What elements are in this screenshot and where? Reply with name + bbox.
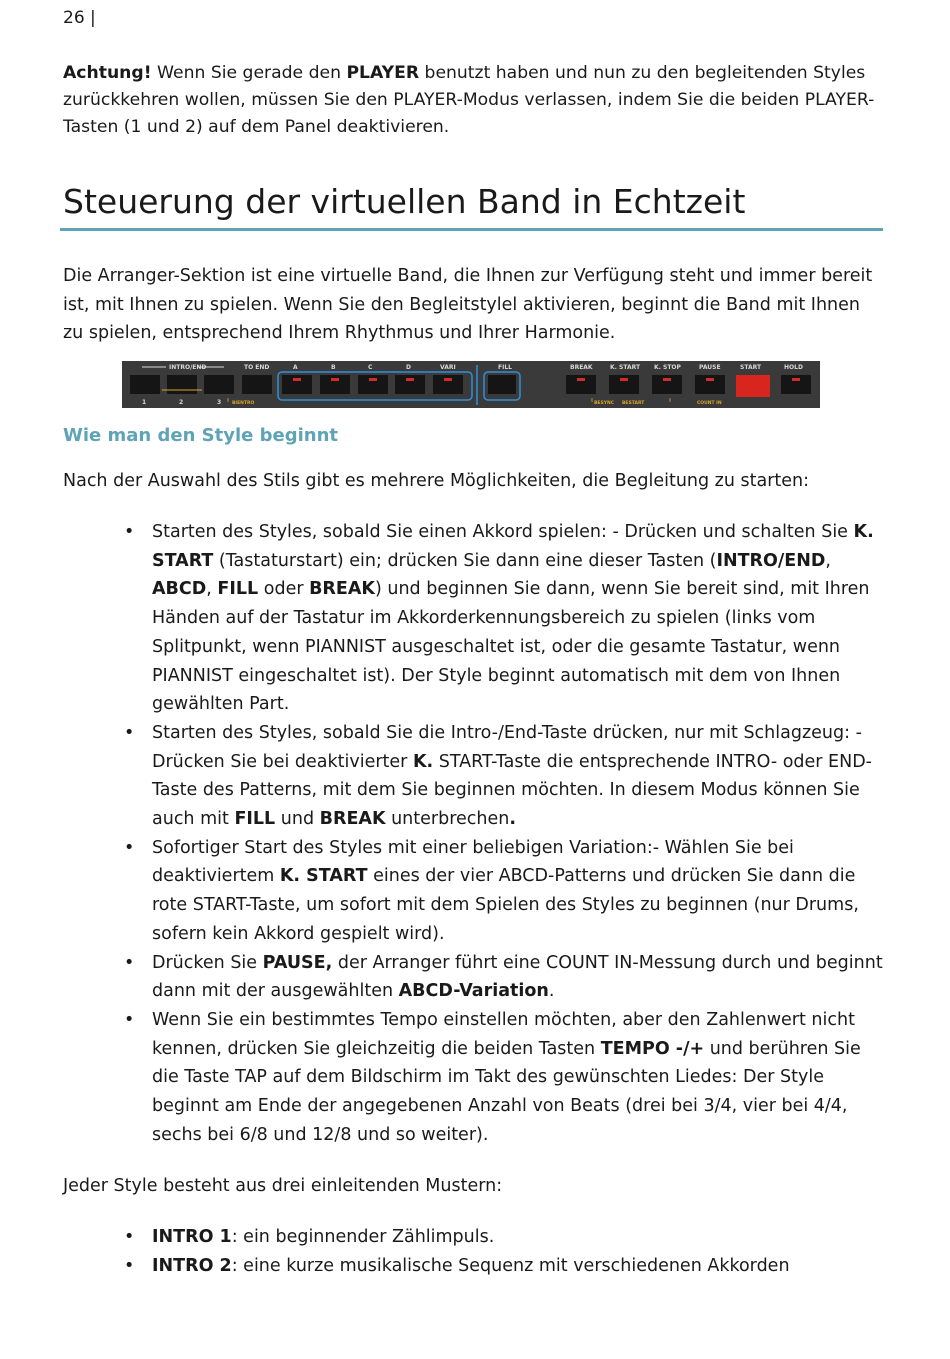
led-hold xyxy=(792,378,800,381)
button-vari xyxy=(433,375,463,394)
notice-label: Achtung! xyxy=(63,63,152,83)
list-item: • Starten des Styles, sobald Sie die Intro-/End-Taste drücken, nur mit Schlagzeug: - Drücken Sie bei deaktivierter K. START-Taste die entsprechende INTRO- oder END-Taste des Patterns, mit dem Sie beginnen möchten. In diesem Modus können Sie auch mit FILL und BREAK unterbrechen. xyxy=(152,719,887,834)
button-hold xyxy=(781,375,811,394)
label-bottom-2: 2 xyxy=(179,399,184,406)
notice-text-2: benutzt haben und nun zu den begleitenden Styles zurückkehren wollen, müssen Sie den PLAYER-Modus verlassen, indem Sie die beiden PLAYER-Tasten (1 und 2) auf dem Panel deaktivieren. xyxy=(63,63,875,137)
button-fill xyxy=(488,375,516,394)
label-b: B xyxy=(331,364,336,371)
led-b xyxy=(331,378,339,381)
button-intro-3 xyxy=(204,375,234,394)
intro-patterns-paragraph: Jeder Style besteht aus drei einleitenden Mustern: xyxy=(63,1176,503,1196)
label-c: C xyxy=(368,364,373,371)
subheading: Wie man den Style beginnt xyxy=(63,425,338,446)
button-k-start xyxy=(609,375,639,394)
label-a: A xyxy=(293,364,298,371)
label-bottom-3: 3 xyxy=(217,399,222,406)
page-number: 26 | xyxy=(63,8,96,28)
label-k-start: K. START xyxy=(610,364,641,371)
list-item: • Sofortiger Start des Styles mit einer beliebigen Variation:- Wählen Sie bei deaktiviertem K. START eines der vier ABCD-Patterns und drücken Sie dann die rote START-Taste, um sofort mit dem Spielen des Styles zu beginnen (nur Drums, sofern kein Akkord gespielt wird). xyxy=(152,834,887,949)
led-k-start xyxy=(620,378,628,381)
button-intro-1 xyxy=(130,375,160,394)
button-intro-2 xyxy=(167,375,197,394)
button-a xyxy=(282,375,312,394)
intro-patterns-list xyxy=(152,1223,887,1280)
label-to-end: TO END xyxy=(244,364,270,371)
label-bottom-1: 1 xyxy=(142,399,147,406)
led-vari xyxy=(444,378,452,381)
led-c xyxy=(369,378,377,381)
notice-paragraph xyxy=(63,60,885,141)
list-item: • INTRO 2: eine kurze musikalische Sequenz mit verschiedenen Akkorden xyxy=(152,1252,887,1281)
led-d xyxy=(406,378,414,381)
button-d xyxy=(395,375,425,394)
button-pause xyxy=(695,375,725,394)
label-besync: BESYNC xyxy=(594,401,615,406)
label-count-in: COUNT IN xyxy=(697,401,722,406)
start-options-list xyxy=(152,518,887,1149)
label-pause: PAUSE xyxy=(699,364,721,371)
led-break xyxy=(577,378,585,381)
button-start xyxy=(736,375,770,397)
label-fill: FILL xyxy=(498,364,512,371)
arranger-panel-image xyxy=(122,361,820,408)
led-pause xyxy=(706,378,714,381)
label-break: BREAK xyxy=(570,364,593,371)
heading-rule xyxy=(60,228,883,231)
label-bientro: BIENTRO xyxy=(232,401,255,406)
button-to-end xyxy=(242,375,272,394)
list-item: • Starten des Styles, sobald Sie einen Akkord spielen: - Drücken und schalten Sie K. START (Tastaturstart) ein; drücken Sie dann eine dieser Tasten (INTRO/END, ABCD, FILL oder BREAK) und beginnen Sie dann, wenn Sie bereit sind, mit Ihren Händen auf der Tastatur im Akkorderkennungsbereich zu spielen (links vom Splitpunkt, wenn PIANNIST ausgeschaltet ist, oder die gesamte Tastatur, wenn PIANNIST eingeschaltet ist). Der Style beginnt automatisch mit dem von Ihnen gewählten Part. xyxy=(152,518,887,719)
section-heading: Steuerung der virtuellen Band in Echtzeit xyxy=(63,182,746,221)
notice-bold-player: PLAYER xyxy=(346,63,420,83)
list-item: • Drücken Sie PAUSE, der Arranger führt eine COUNT IN-Messung durch und beginnt dann mit der ausgewählten ABCD-Variation. xyxy=(152,949,887,1006)
button-b xyxy=(320,375,350,394)
notice-text-1: Wenn Sie gerade den xyxy=(151,63,347,83)
list-item: • Wenn Sie ein bestimmtes Tempo einstellen möchten, aber den Zahlenwert nicht kennen, drücken Sie gleichzeitig die beiden Tasten TEMPO -/+ und berühren Sie die Taste TAP auf dem Bildschirm im Takt des gewünschten Liedes: Der Style beginnt am Ende der angegebenen Anzahl von Beats (drei bei 3/4, vier bei 4/4, sechs bei 6/8 und 12/8 und so weiter). xyxy=(152,1006,887,1150)
button-c xyxy=(358,375,388,394)
label-intro-end: INTRO/END xyxy=(169,364,207,371)
list-item: • INTRO 1: ein beginnender Zählimpuls. xyxy=(152,1223,887,1252)
label-vari: VARI xyxy=(440,364,456,371)
button-break xyxy=(566,375,596,394)
label-start: START xyxy=(740,364,762,371)
led-k-stop xyxy=(663,378,671,381)
led-a xyxy=(293,378,301,381)
label-bestart: BESTART xyxy=(622,401,645,406)
button-k-stop xyxy=(652,375,682,394)
label-hold: HOLD xyxy=(784,364,803,371)
intro-paragraph: Die Arranger-Sektion ist eine virtuelle Band, die Ihnen zur Verfügung steht und immer bereit ist, mit Ihnen zu spielen. Wenn Sie den Begleitstylel aktivieren, beginnt die Band mit Ihnen zu spielen, entsprechend Ihrem Rhythmus und Ihrer Harmonie. xyxy=(63,266,873,344)
label-d: D xyxy=(406,364,411,371)
label-k-stop: K. STOP xyxy=(654,364,681,371)
lead-paragraph: Nach der Auswahl des Stils gibt es mehrere Möglichkeiten, die Begleitung zu starten: xyxy=(63,471,810,491)
